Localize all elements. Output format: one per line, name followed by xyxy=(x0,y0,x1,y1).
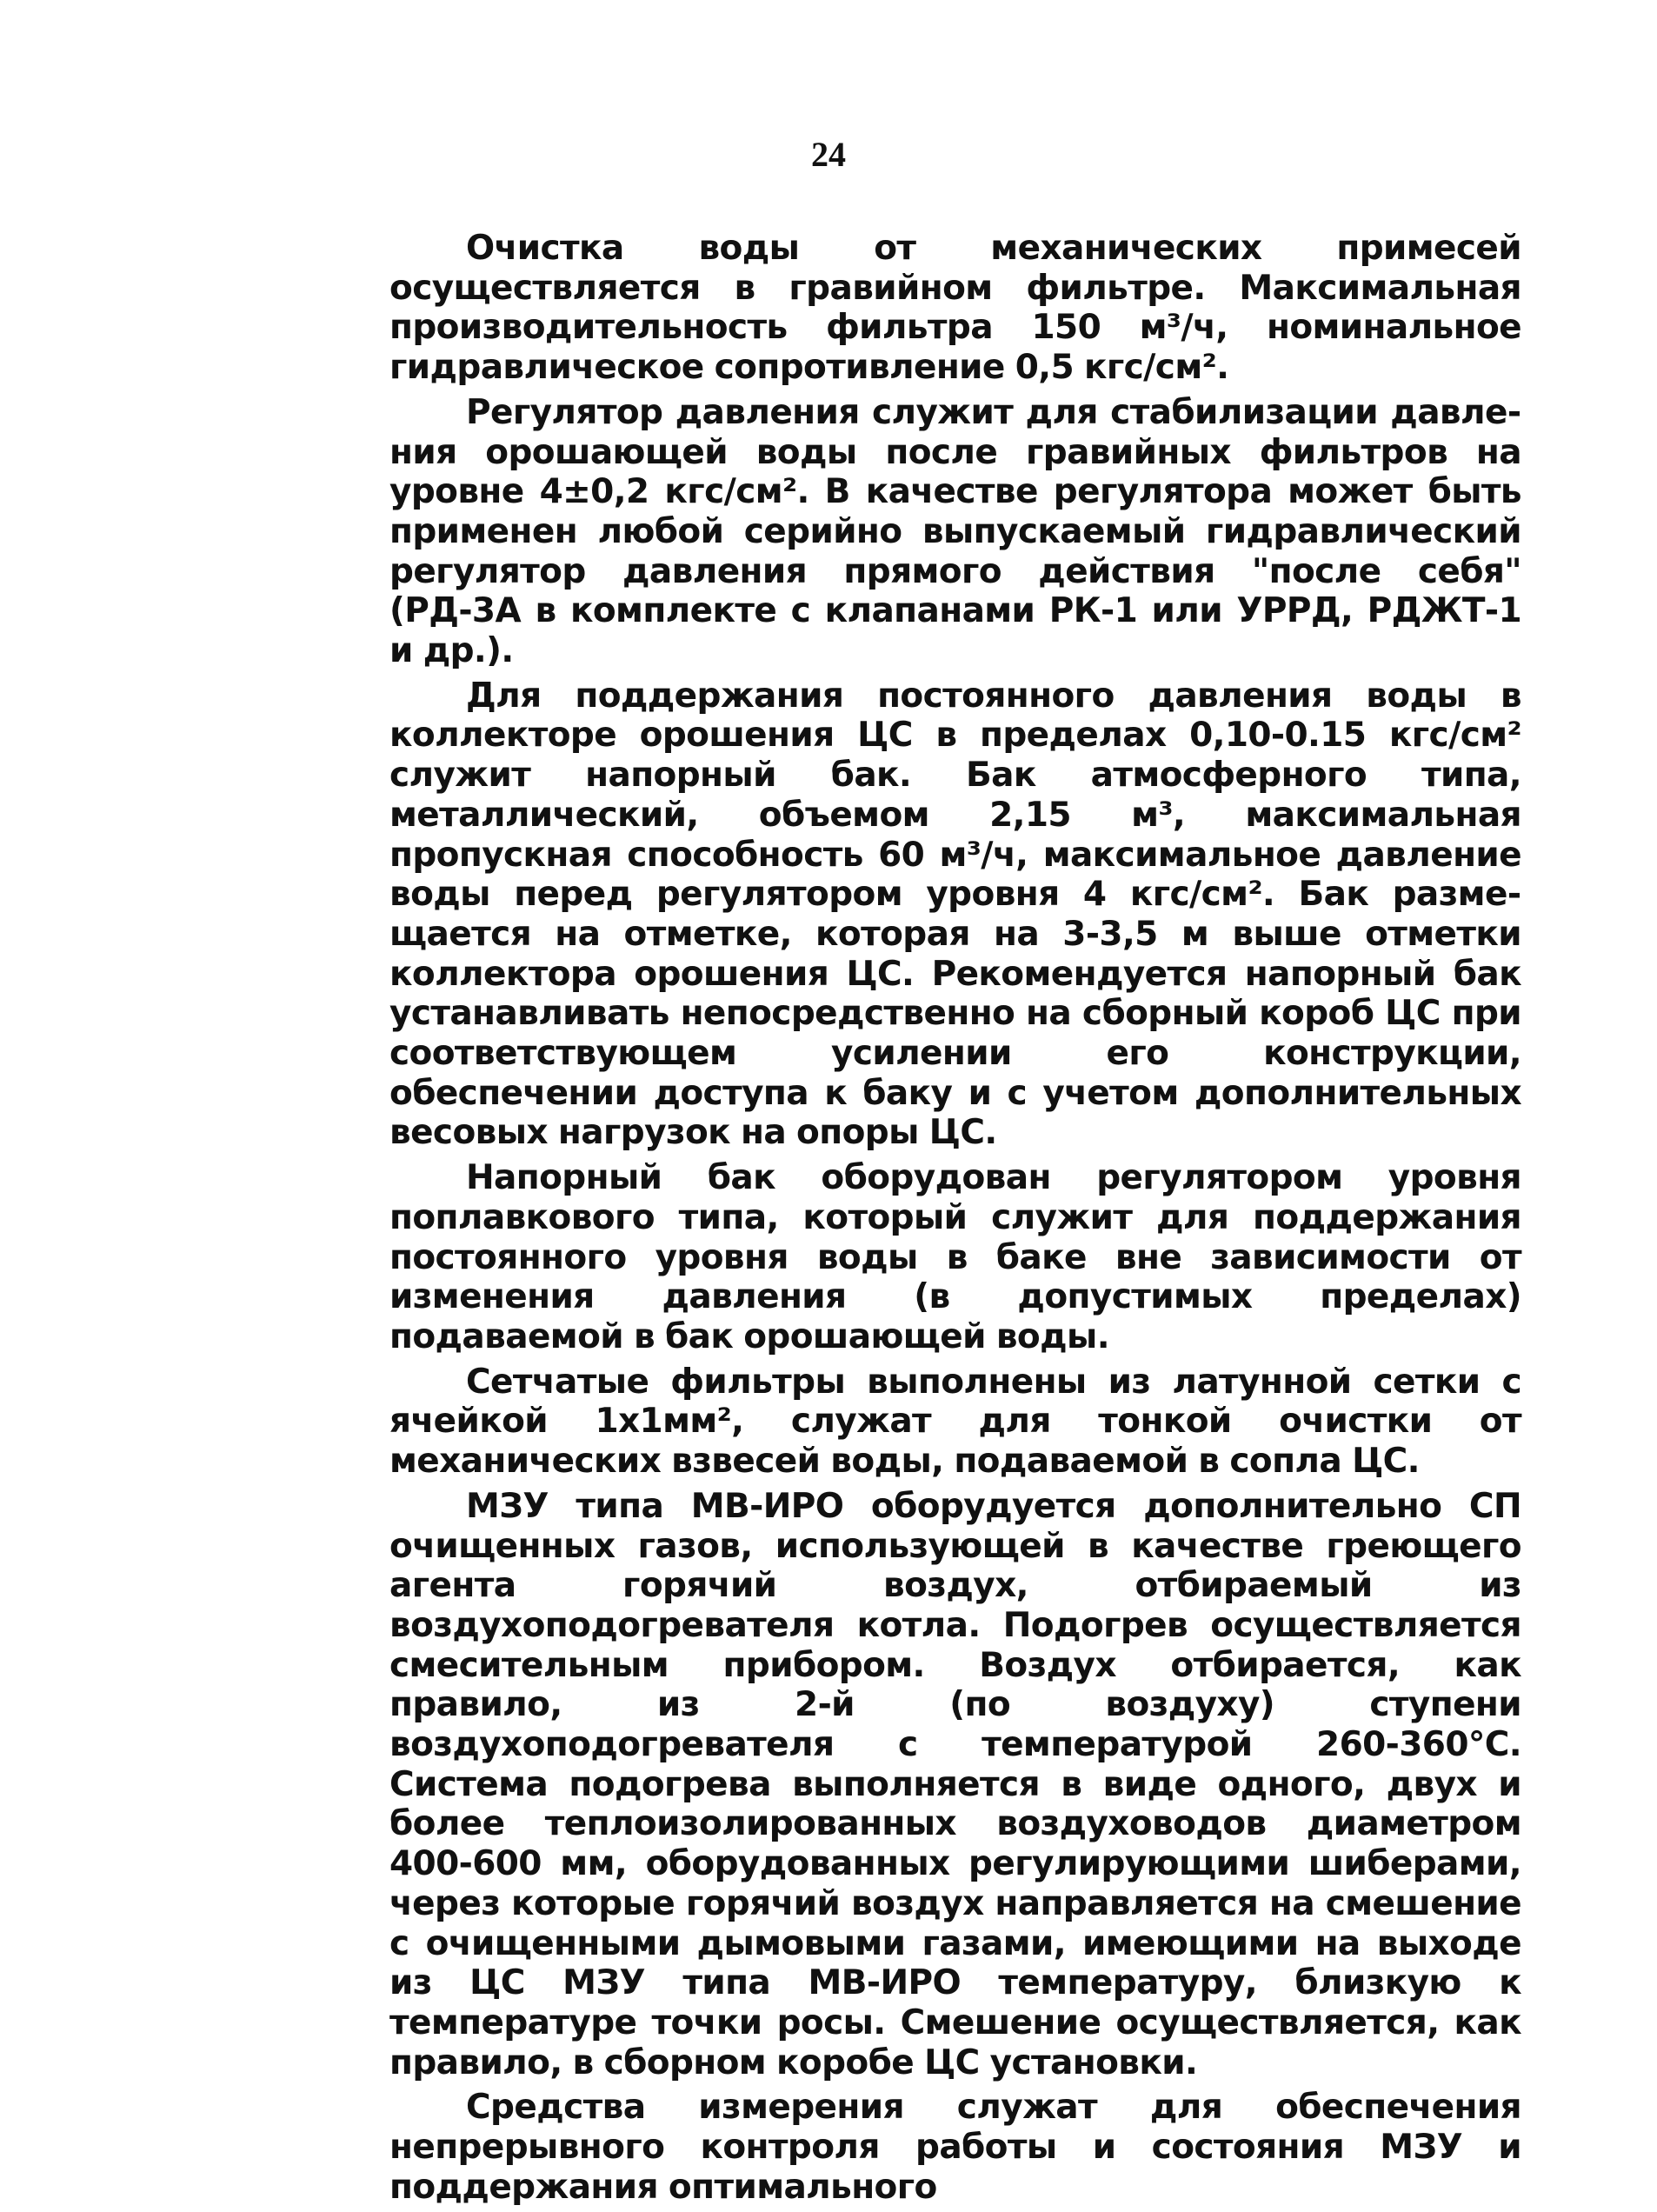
paragraph-gas-heating-system: МЗУ типа МВ-ИРО оборудуется дополнительно СП очищенных газов, использующей в качестве греющего агента горячий воздух, отбираемый из воздухоподогревателя котла. Подогрев осуществляется смесительным прибором. Воздух отбирается, как правило, из 2-й (по воздуху) ступени воздухоподогревателя с температурой 260-360°С. Система подогрева выполняется в виде одного, двух и более теплоизолированных воздуховодов диаметром 400-600 мм, оборудованных регулирующими шиберами, через которые горячий воздух направляется на смешение с очищенными дымовыми газами, имеющими на выходе из ЦС МЗУ типа МВ-ИРО температуру, близкую к температуре точки росы. Смешение осуществляется, как правило, в сборном коробе ЦС установки. xyxy=(389,1486,1521,2082)
paragraph-pressure-regulator: Регулятор давления служит для стабилизации давления орошающей воды после гравийных фильтров на уровне 4±0,2 кгс/см². В качестве регулятора может быть применен любой серийно выпускаемый гидравлический регулятор давления прямого действия "после себя" (РД-3А в комплекте с клапанами РК-1 или УРРД, РДЖТ-1 и др.). xyxy=(389,392,1521,671)
paragraph-pressure-tank: Для поддержания постоянного давления воды в коллекторе орошения ЦС в пределах 0,10-0.15 кгс/см² служит напорный бак. Бак атмосферного типа, металлический, объемом 2,15 м³, максимальная пропускная способность 60 м³/ч, максимальное давление воды перед регулятором уровня 4 кгс/см². Бак размещается на отметке, которая на 3-3,5 м выше отметки коллектора орошения ЦС. Рекомендуется напорный бак устанавливать непосредственно на сборный короб ЦС при соответствующем усилении его конструкции, обеспечении доступа к баку и с учетом дополнительных весовых нагрузок на опоры ЦС. xyxy=(389,676,1521,1153)
page-body xyxy=(389,229,1521,2212)
paragraph-mesh-filters: Сетчатые фильтры выполнены из латунной сетки с ячейкой 1х1мм², служат для тонкой очистки от механических взвесей воды, подаваемой в сопла ЦС. xyxy=(389,1362,1521,1482)
paragraph-float-level-regulator: Напорный бак оборудован регулятором уровня поплавкового типа, который служит для поддержания постоянного уровня воды в баке вне зависимости от изменения давления (в допустимых пределах) подаваемой в бак орошающей воды. xyxy=(389,1158,1521,1356)
paragraph-gravel-filter: Очистка воды от механических примесей осуществляется в гравийном фильтре. Максимальная производительность фильтра 150 м³/ч, номинальное гидравлическое сопротивление 0,5 кгс/см². xyxy=(389,229,1521,388)
paragraph-measuring-instruments: Средства измерения служат для обеспечения непрерывного контроля работы и состояния МЗУ и поддержания оптимального xyxy=(389,2088,1521,2207)
page-number: 24 xyxy=(811,135,846,174)
